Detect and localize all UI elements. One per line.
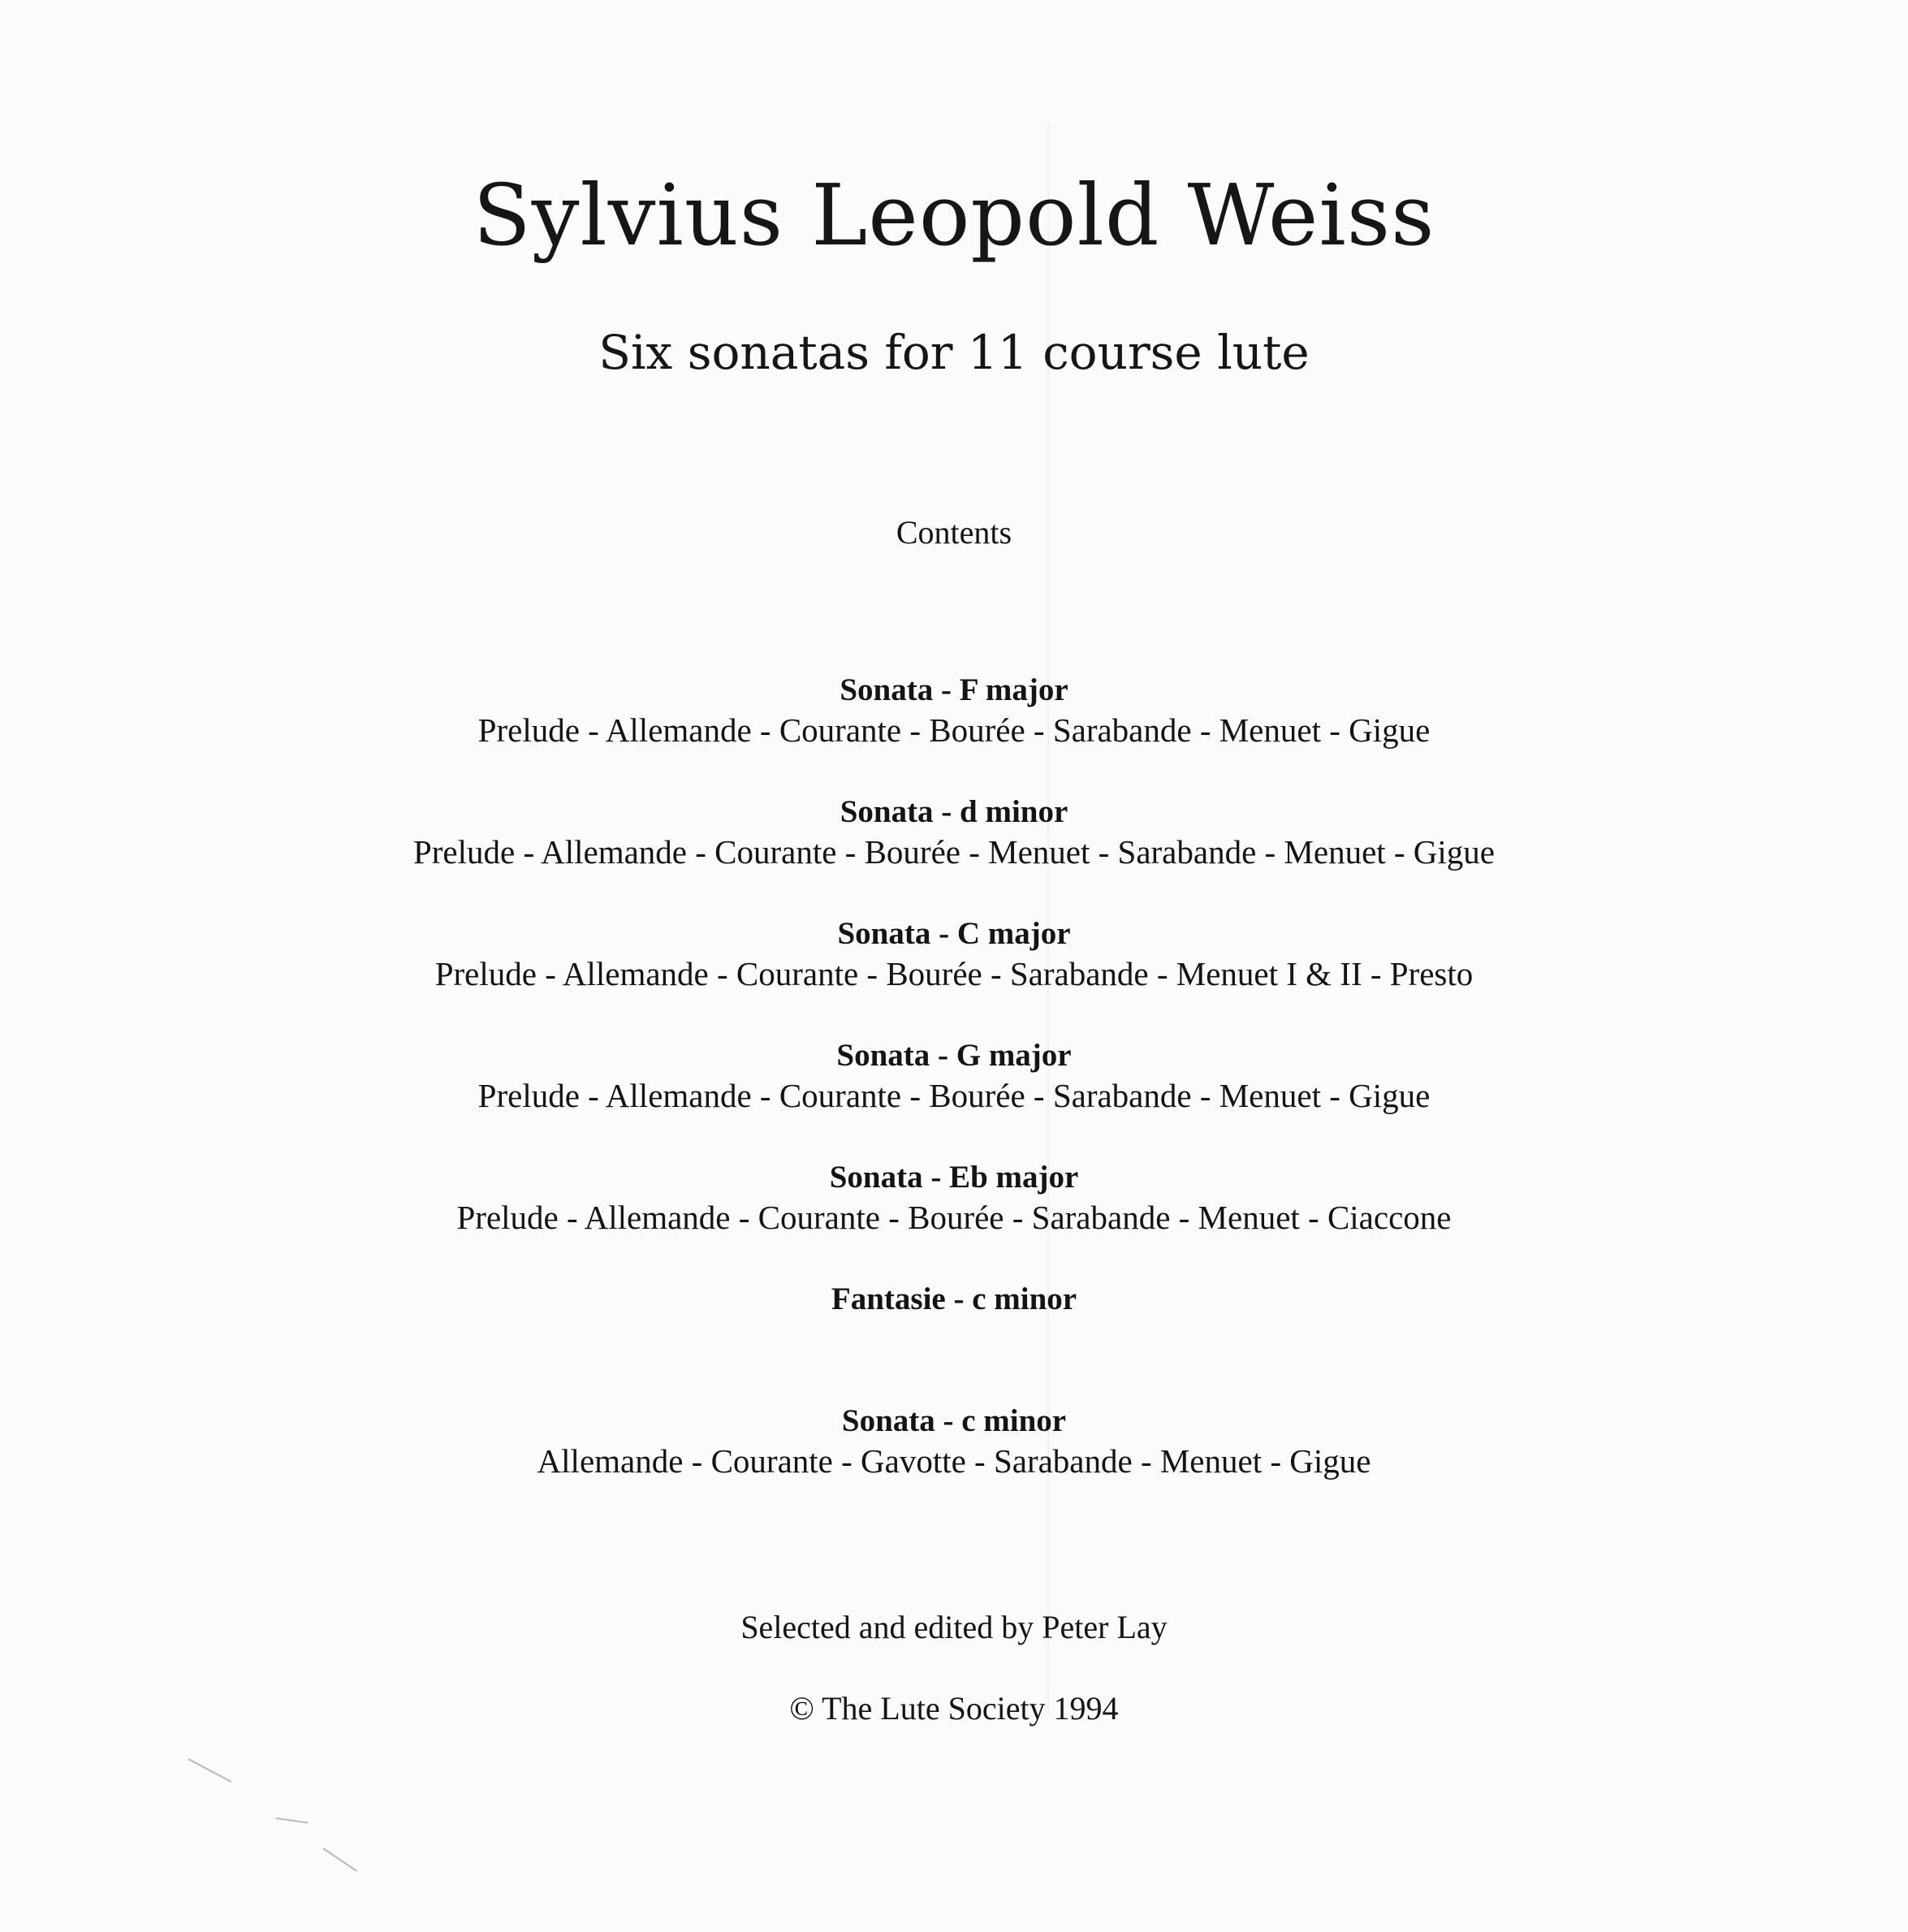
toc-entry-movements: Allemande - Courante - Gavotte - Sarabande - Menuet - Gigue xyxy=(537,1442,1371,1480)
toc-entry-title: Fantasie - c minor xyxy=(831,1282,1077,1316)
scan-mark xyxy=(188,1758,232,1783)
toc-entry xyxy=(0,671,1908,793)
toc-entry-movements: Prelude - Allemande - Courante - Bourée - Menuet - Sarabande - Menuet - Gigue xyxy=(412,833,1496,871)
toc-entry-title: Sonata - d minor xyxy=(840,794,1068,829)
toc-entry-title: Sonata - F major xyxy=(840,672,1068,707)
toc-entry-title: Sonata - c minor xyxy=(841,1403,1067,1438)
toc-entry-movements: Prelude - Allemande - Courante - Bourée - Sarabande - Menuet I & II - Presto xyxy=(434,955,1474,992)
contents-heading: Contents xyxy=(896,514,1012,551)
toc-entry xyxy=(0,1036,1908,1158)
toc-entry xyxy=(0,914,1908,1036)
toc-entry-title: Sonata - G major xyxy=(836,1038,1072,1073)
page-subtitle: Six sonatas for 11 course lute xyxy=(598,325,1310,380)
table-of-contents xyxy=(0,671,1908,1524)
toc-entry xyxy=(0,1280,1908,1402)
toc-entry xyxy=(0,793,1908,914)
toc-entry xyxy=(0,1402,1908,1524)
page-title: Sylvius Leopold Weiss xyxy=(473,166,1435,265)
toc-entry-title: Sonata - C major xyxy=(837,916,1071,951)
editor-credit: Selected and edited by Peter Lay xyxy=(740,1609,1168,1645)
toc-entry-movements: Prelude - Allemande - Courante - Bourée - Sarabande - Menuet - Ciaccone xyxy=(456,1199,1452,1236)
scan-mark xyxy=(322,1848,357,1872)
toc-entry xyxy=(0,1158,1908,1280)
toc-entry-title: Sonata - Eb major xyxy=(829,1160,1079,1195)
toc-entry-movements xyxy=(0,1319,1908,1359)
toc-entry-movements: Prelude - Allemande - Courante - Bourée - Sarabande - Menuet - Gigue xyxy=(477,1077,1431,1114)
copyright-notice: © The Lute Society 1994 xyxy=(789,1690,1119,1727)
scan-mark xyxy=(276,1817,309,1824)
toc-entry-movements: Prelude - Allemande - Courante - Bourée - Sarabande - Menuet - Gigue xyxy=(477,711,1431,749)
